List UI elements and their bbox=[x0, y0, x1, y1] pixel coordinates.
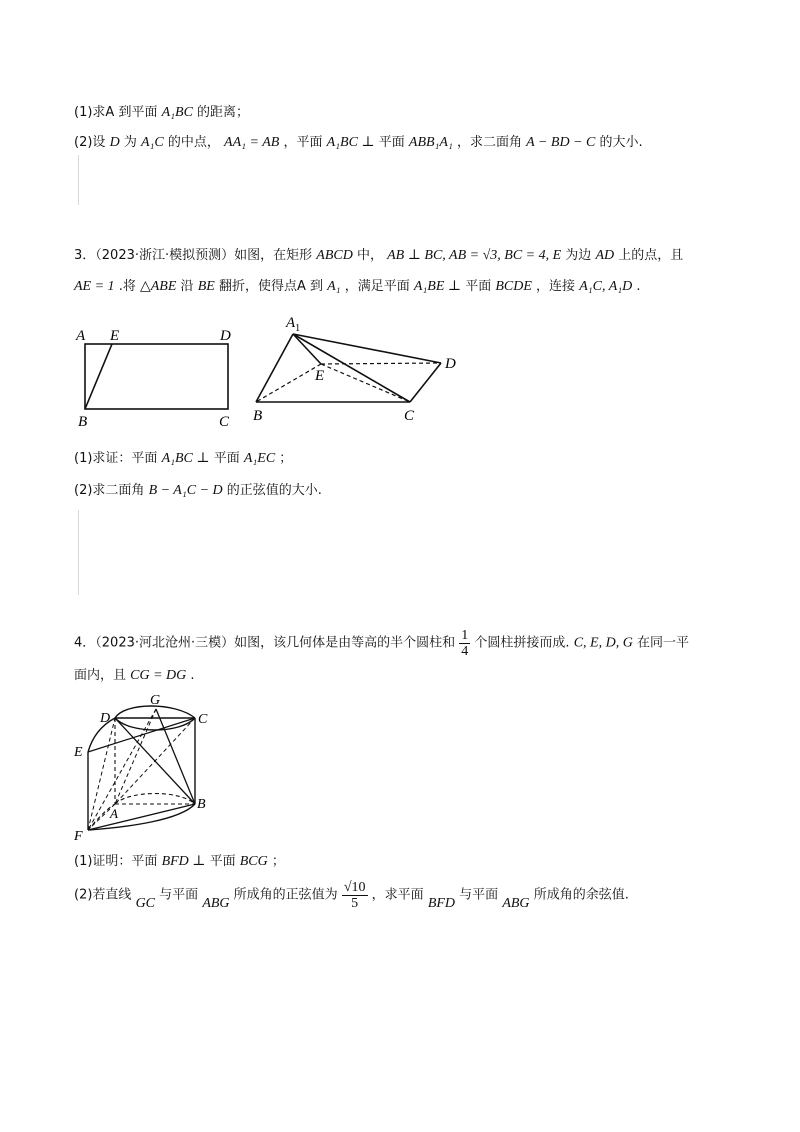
label-f: F bbox=[74, 829, 83, 844]
p4-question-1: (1)证明：平面 BFD ⊥ 平面 BCG ； bbox=[74, 854, 285, 869]
p4-header-line-2: 面内，且 CG = DG . bbox=[74, 668, 195, 683]
p3-question-2: (2)求二面角 B − A₁C − D 的正弦值的大小. bbox=[74, 483, 322, 498]
p4-question-2: (2)若直线 GC 与平面 ABG 所成角的正弦值为 $\frac{√10}{5}$ ，求平面 BFD 与平面 ABG 所成角的余弦值. bbox=[74, 880, 629, 911]
rect-abcd bbox=[85, 344, 228, 409]
segment-be bbox=[85, 344, 112, 409]
label-e: E bbox=[110, 328, 120, 344]
fraction-sqrt10-over-5: $\frac{√10}{5}$ bbox=[343, 880, 366, 911]
p3-header-line-2: AE = 1 .将 △ABE 沿 BE 翻折，使得点A 到 A₁ ，满足平面 A₁BE ⊥ 平面 BCDE ，连接 A₁C, A₁D . bbox=[74, 279, 641, 294]
label-e: E bbox=[315, 368, 325, 384]
label-d: D bbox=[100, 711, 111, 726]
p3-header-line-1: 3．（2023·浙江·模拟预测）如图，在矩形 ABCD 中， AB ⊥ BC, AB = √3, BC = 4, E 为边 AD 上的点，且 bbox=[74, 248, 684, 263]
label-a: A bbox=[110, 806, 118, 821]
label-b: B bbox=[253, 408, 263, 424]
p3-question-1: (1)求证：平面 A₁BC ⊥ 平面 A₁EC ； bbox=[74, 451, 293, 466]
p2-question-2: (2)设 D 为 A₁C 的中点， AA₁ = AB ，平面 A₁BC ⊥ 平面 ABB₁A₁ ，求二面角 A − BD − C 的大小. bbox=[74, 135, 643, 150]
margin-rule bbox=[78, 510, 79, 595]
label-b: B bbox=[78, 414, 88, 430]
margin-rule bbox=[78, 155, 79, 205]
label-b: B bbox=[197, 797, 206, 812]
fraction-one-quarter: $\frac{1}{4}$ bbox=[461, 628, 469, 659]
label-d: D bbox=[445, 356, 456, 372]
p4-header-line-1: 4．（2023·河北沧州·三模）如图，该几何体是由等高的半个圆柱和 $\frac{1}{4}$ 个圆柱拼接而成. C, E, D, G 在同一平 bbox=[74, 628, 689, 659]
p2-question-1: (1)求A 到平面 A₁BC 的距离； bbox=[74, 105, 250, 120]
p3-figure-rectangle bbox=[70, 318, 250, 433]
p3-figure-pyramid bbox=[248, 310, 463, 435]
label-c: C bbox=[219, 414, 230, 430]
label-e: E bbox=[74, 745, 83, 760]
label-a1: $A_1$ bbox=[286, 315, 301, 334]
label-d: D bbox=[220, 328, 231, 344]
label-a: A bbox=[76, 328, 86, 344]
p4-figure-cylinder bbox=[70, 692, 220, 847]
label-c: C bbox=[198, 712, 208, 727]
label-g: G bbox=[150, 693, 161, 708]
label-c: C bbox=[404, 408, 415, 424]
